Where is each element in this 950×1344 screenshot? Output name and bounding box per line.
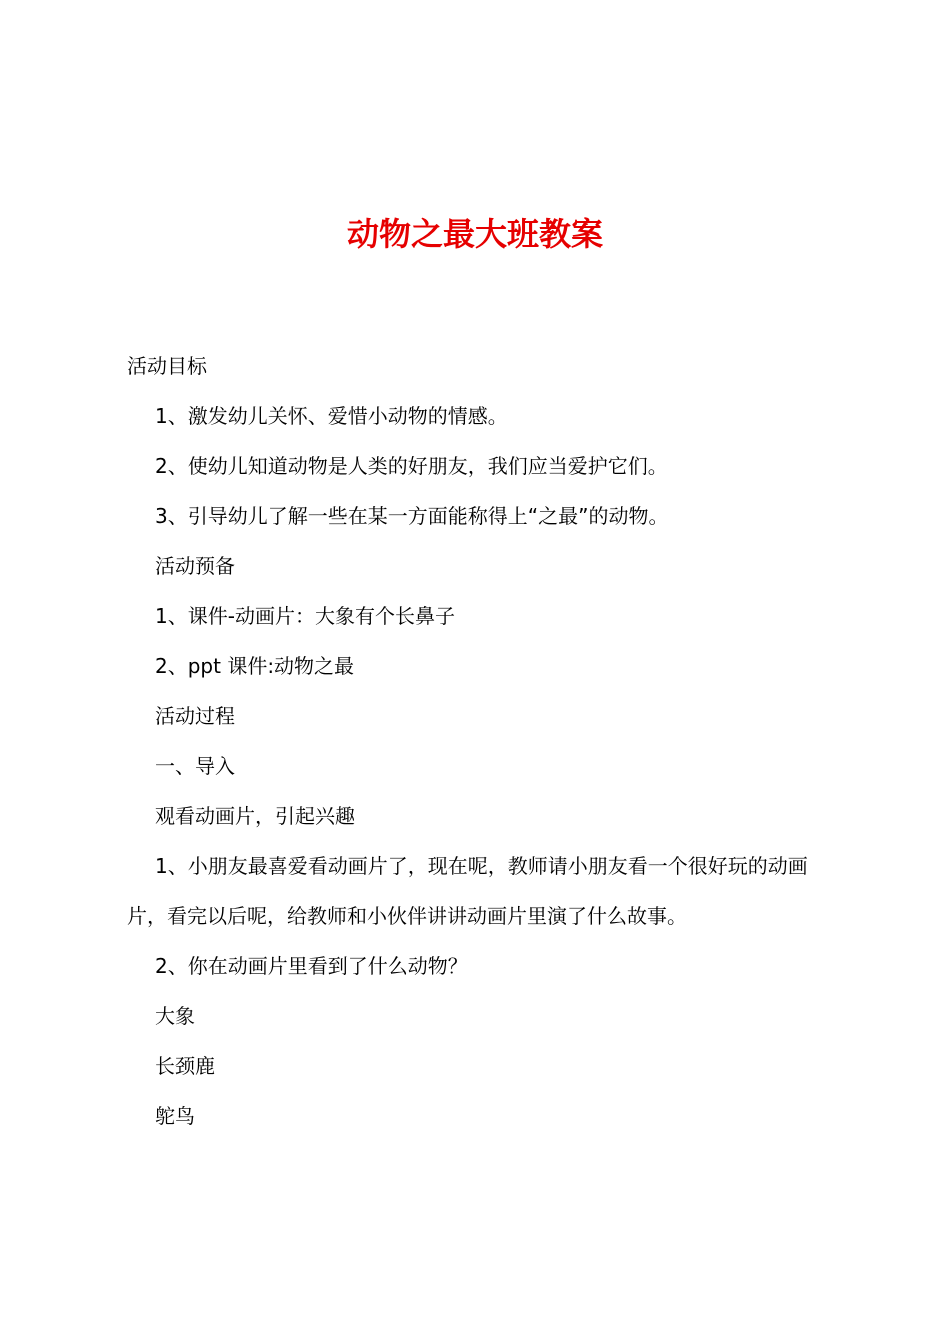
list-item: 鸵鸟	[155, 1104, 195, 1128]
paragraph: 2、你在动画片里看到了什么动物？	[155, 954, 468, 978]
list-item: 长颈鹿	[155, 1054, 215, 1078]
paragraph: 2、使幼儿知道动物是人类的好朋友，我们应当爱护它们。	[155, 454, 668, 478]
paragraph: 3、引导幼儿了解一些在某一方面能称得上“之最”的动物。	[155, 504, 669, 528]
paragraph: 2、ppt 课件:动物之最	[155, 654, 355, 678]
list-item: 大象	[155, 1004, 195, 1028]
document-title: 动物之最大班教案	[346, 215, 603, 253]
paragraph: 1、课件-动画片：大象有个长鼻子	[155, 604, 455, 628]
section-heading-goals: 活动目标	[127, 354, 207, 378]
paragraph: 观看动画片，引起兴趣	[155, 804, 355, 828]
subsection-heading: 一、导入	[155, 754, 235, 778]
section-heading-process: 活动过程	[155, 704, 235, 728]
document-body	[127, 341, 833, 1141]
section-heading-preparation: 活动预备	[155, 554, 235, 578]
paragraph: 1、小朋友最喜爱看动画片了，现在呢，教师请小朋友看一个很好玩的动画片，看完以后呢，给教师和小伙伴讲讲动画片里演了什么故事。	[127, 854, 808, 928]
paragraph: 1、激发幼儿关怀、爱惜小动物的情感。	[155, 404, 508, 428]
